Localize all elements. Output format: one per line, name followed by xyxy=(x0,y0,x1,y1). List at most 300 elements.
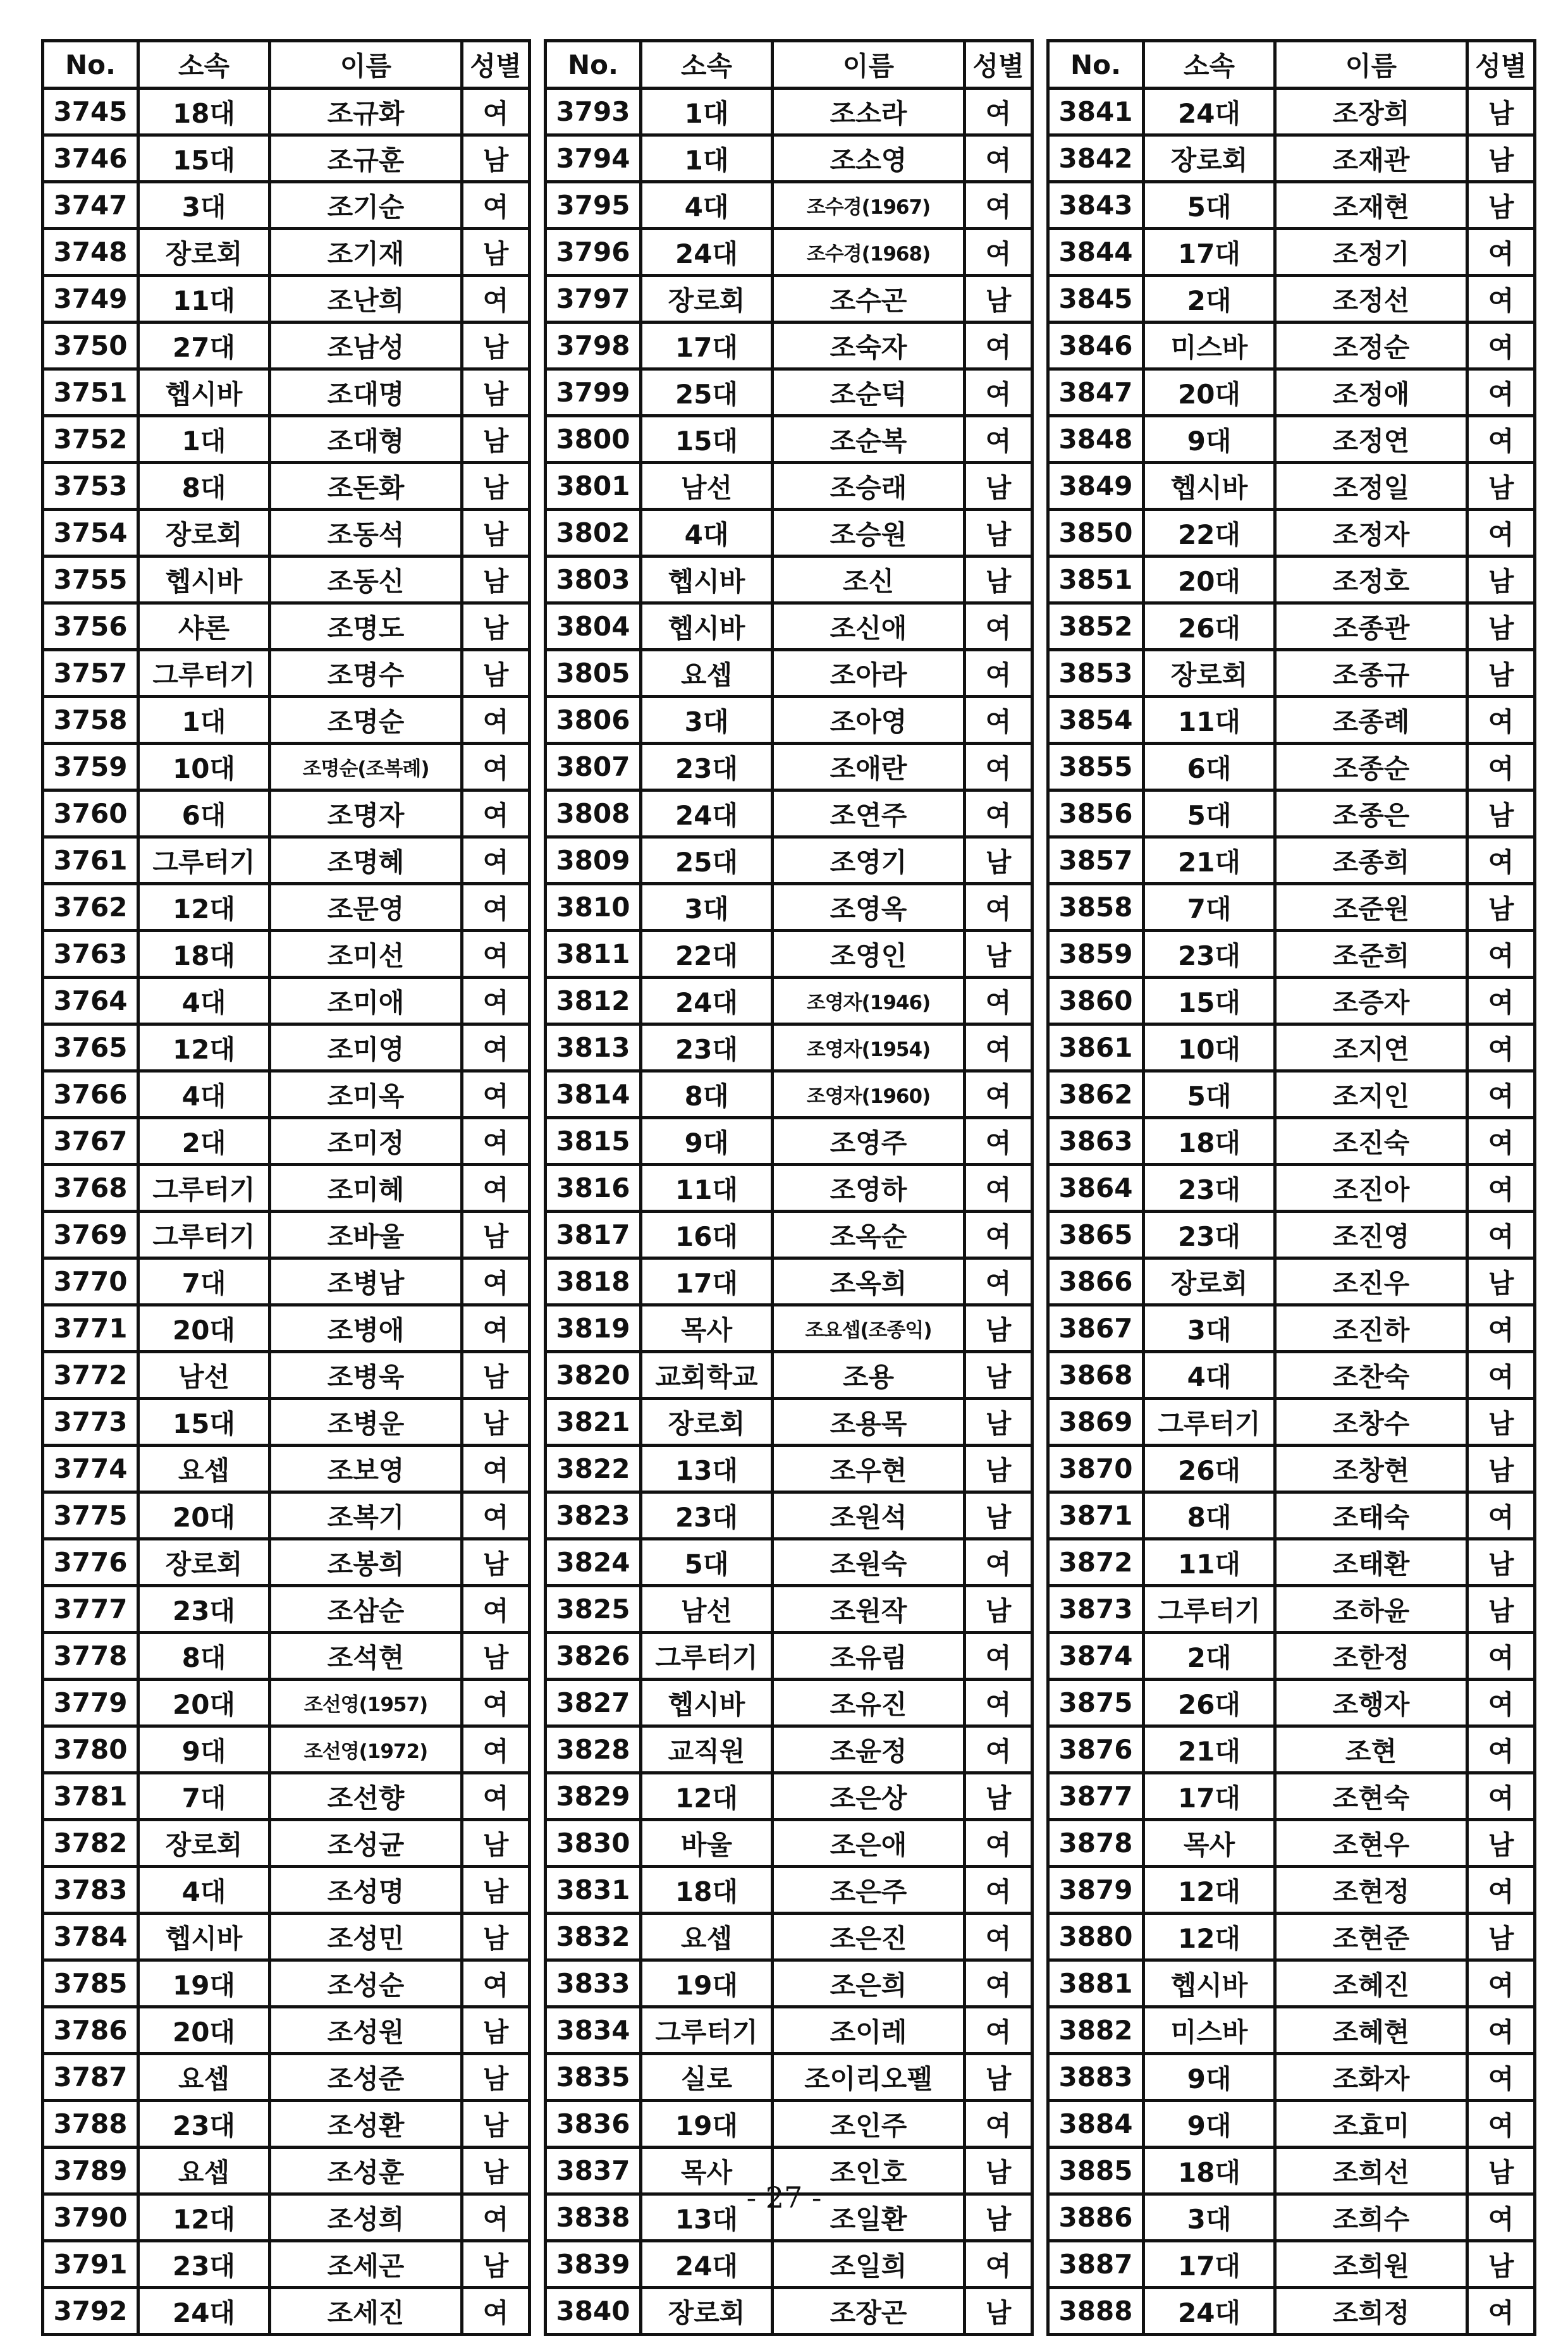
cell-affiliation: 1대 xyxy=(641,135,773,182)
cell-affiliation: 11대 xyxy=(641,1165,773,1212)
header-no: No. xyxy=(1048,41,1144,89)
cell-affiliation: 1대 xyxy=(138,416,270,463)
cell-no: 3805 xyxy=(546,650,641,697)
cell-no: 3882 xyxy=(1048,2007,1144,2054)
cell-name: 조하윤 xyxy=(1275,1586,1467,1633)
table-row xyxy=(546,135,1032,182)
cell-gender: 여 xyxy=(1467,276,1535,323)
cell-gender: 여 xyxy=(462,1773,530,1820)
cell-affiliation: 헵시바 xyxy=(1144,1960,1275,2007)
table-row xyxy=(546,1539,1032,1586)
cell-affiliation: 20대 xyxy=(138,1305,270,1352)
cell-no: 3808 xyxy=(546,790,641,837)
table-row xyxy=(43,697,530,744)
table-row xyxy=(1048,2101,1535,2148)
cell-gender: 남 xyxy=(1467,1446,1535,1492)
cell-gender: 여 xyxy=(1467,229,1535,276)
cell-name: 조효미 xyxy=(1275,2101,1467,2148)
cell-name: 조신애 xyxy=(773,603,965,650)
cell-name: 조종관 xyxy=(1275,603,1467,650)
cell-gender: 남 xyxy=(1467,2241,1535,2288)
cell-name: 조애란 xyxy=(773,744,965,790)
table-row xyxy=(43,650,530,697)
cell-gender: 여 xyxy=(1467,1305,1535,1352)
cell-gender: 남 xyxy=(462,2241,530,2288)
cell-affiliation: 헵시바 xyxy=(138,556,270,603)
table-row xyxy=(1048,463,1535,510)
cell-name: 조대형 xyxy=(270,416,462,463)
cell-gender: 여 xyxy=(1467,1726,1535,1773)
cell-gender: 여 xyxy=(1467,2054,1535,2101)
table-row xyxy=(546,1586,1032,1633)
cell-affiliation: 25대 xyxy=(641,837,773,884)
cell-gender: 남 xyxy=(1467,884,1535,931)
cell-gender: 남 xyxy=(965,1773,1032,1820)
table-row xyxy=(546,837,1032,884)
cell-no: 3767 xyxy=(43,1118,138,1165)
cell-name: 조봉희 xyxy=(270,1539,462,1586)
cell-name: 조혜진 xyxy=(1275,1960,1467,2007)
cell-no: 3839 xyxy=(546,2241,641,2288)
cell-gender: 여 xyxy=(462,1680,530,1726)
cell-no: 3750 xyxy=(43,323,138,369)
cell-affiliation: 24대 xyxy=(641,790,773,837)
table-row xyxy=(546,2101,1032,2148)
cell-name: 조수경(1968) xyxy=(773,229,965,276)
cell-no: 3850 xyxy=(1048,510,1144,556)
cell-gender: 남 xyxy=(462,1539,530,1586)
cell-gender: 남 xyxy=(965,276,1032,323)
cell-gender: 남 xyxy=(965,2148,1032,2194)
cell-name: 조수곤 xyxy=(773,276,965,323)
table-row xyxy=(43,1867,530,1914)
table-row xyxy=(1048,978,1535,1024)
table-row xyxy=(43,276,530,323)
cell-gender: 여 xyxy=(1467,697,1535,744)
cell-affiliation: 5대 xyxy=(1144,1071,1275,1118)
table-row xyxy=(1048,1586,1535,1633)
cell-no: 3760 xyxy=(43,790,138,837)
table-row xyxy=(43,182,530,229)
table-row xyxy=(43,1258,530,1305)
table-row xyxy=(1048,697,1535,744)
cell-gender: 남 xyxy=(965,837,1032,884)
cell-name: 조유진 xyxy=(773,1680,965,1726)
cell-name: 조병애 xyxy=(270,1305,462,1352)
cell-gender: 남 xyxy=(462,1352,530,1399)
cell-name: 조대명 xyxy=(270,369,462,416)
cell-gender: 남 xyxy=(462,1820,530,1867)
cell-gender: 여 xyxy=(1467,1118,1535,1165)
cell-affiliation: 4대 xyxy=(641,182,773,229)
cell-gender: 남 xyxy=(965,2288,1032,2335)
cell-affiliation: 19대 xyxy=(641,2101,773,2148)
table-row xyxy=(546,2288,1032,2335)
cell-name: 조희수 xyxy=(1275,2194,1467,2241)
table-row xyxy=(1048,931,1535,978)
table-row xyxy=(43,1960,530,2007)
cell-no: 3875 xyxy=(1048,1680,1144,1726)
cell-affiliation: 23대 xyxy=(641,1492,773,1539)
cell-affiliation: 16대 xyxy=(641,1212,773,1258)
cell-no: 3800 xyxy=(546,416,641,463)
cell-gender: 여 xyxy=(462,1258,530,1305)
cell-affiliation: 23대 xyxy=(641,744,773,790)
cell-no: 3810 xyxy=(546,884,641,931)
cell-affiliation: 12대 xyxy=(1144,1867,1275,1914)
table-row xyxy=(43,603,530,650)
cell-gender: 남 xyxy=(965,2194,1032,2241)
cell-no: 3765 xyxy=(43,1024,138,1071)
table-row xyxy=(1048,1680,1535,1726)
cell-gender: 여 xyxy=(965,1258,1032,1305)
cell-gender: 여 xyxy=(1467,2007,1535,2054)
cell-affiliation: 그루터기 xyxy=(641,1633,773,1680)
table-row xyxy=(43,1399,530,1446)
cell-affiliation: 20대 xyxy=(138,1492,270,1539)
cell-name: 조영자(1954) xyxy=(773,1024,965,1071)
table-row xyxy=(1048,1305,1535,1352)
cell-affiliation: 6대 xyxy=(1144,744,1275,790)
cell-name: 조현 xyxy=(1275,1726,1467,1773)
cell-no: 3865 xyxy=(1048,1212,1144,1258)
cell-name: 조원작 xyxy=(773,1586,965,1633)
cell-no: 3812 xyxy=(546,978,641,1024)
cell-gender: 여 xyxy=(1467,1071,1535,1118)
cell-gender: 여 xyxy=(1467,1960,1535,2007)
cell-gender: 여 xyxy=(965,2101,1032,2148)
table-row xyxy=(43,1726,530,1773)
cell-no: 3887 xyxy=(1048,2241,1144,2288)
cell-name: 조연주 xyxy=(773,790,965,837)
cell-gender: 여 xyxy=(965,1165,1032,1212)
cell-no: 3888 xyxy=(1048,2288,1144,2335)
cell-no: 3773 xyxy=(43,1399,138,1446)
table-row xyxy=(1048,2007,1535,2054)
cell-gender: 여 xyxy=(1467,369,1535,416)
cell-no: 3771 xyxy=(43,1305,138,1352)
cell-no: 3746 xyxy=(43,135,138,182)
cell-no: 3757 xyxy=(43,650,138,697)
cell-no: 3758 xyxy=(43,697,138,744)
cell-affiliation: 목사 xyxy=(641,2148,773,2194)
cell-affiliation: 그루터기 xyxy=(1144,1399,1275,1446)
table-row xyxy=(546,1446,1032,1492)
cell-affiliation: 22대 xyxy=(641,931,773,978)
cell-name: 조정연 xyxy=(1275,416,1467,463)
table-row xyxy=(546,1492,1032,1539)
cell-gender: 여 xyxy=(1467,1165,1535,1212)
table-row xyxy=(43,89,530,135)
table-row xyxy=(43,1446,530,1492)
cell-name: 조명순 xyxy=(270,697,462,744)
cell-gender: 여 xyxy=(462,1492,530,1539)
cell-no: 3776 xyxy=(43,1539,138,1586)
cell-gender: 여 xyxy=(1467,744,1535,790)
cell-affiliation: 13대 xyxy=(641,1446,773,1492)
cell-gender: 여 xyxy=(965,650,1032,697)
cell-affiliation: 23대 xyxy=(138,2101,270,2148)
cell-name: 조행자 xyxy=(1275,1680,1467,1726)
cell-gender: 남 xyxy=(1467,463,1535,510)
table-row xyxy=(546,1914,1032,1960)
cell-name: 조종규 xyxy=(1275,650,1467,697)
cell-name: 조규화 xyxy=(270,89,462,135)
table-row xyxy=(546,603,1032,650)
cell-gender: 남 xyxy=(1467,1258,1535,1305)
cell-gender: 여 xyxy=(965,1820,1032,1867)
cell-gender: 여 xyxy=(965,1212,1032,1258)
cell-no: 3847 xyxy=(1048,369,1144,416)
cell-name: 조영주 xyxy=(773,1118,965,1165)
table-row xyxy=(546,1960,1032,2007)
cell-gender: 여 xyxy=(1467,2288,1535,2335)
cell-no: 3825 xyxy=(546,1586,641,1633)
cell-name: 조옥순 xyxy=(773,1212,965,1258)
cell-name: 조명혜 xyxy=(270,837,462,884)
cell-name: 조준희 xyxy=(1275,931,1467,978)
member-tables xyxy=(41,39,1536,2336)
cell-affiliation: 장로회 xyxy=(138,510,270,556)
cell-name: 조명자 xyxy=(270,790,462,837)
table-row xyxy=(1048,837,1535,884)
cell-name: 조성균 xyxy=(270,1820,462,1867)
cell-no: 3823 xyxy=(546,1492,641,1539)
cell-affiliation: 23대 xyxy=(1144,931,1275,978)
table-row xyxy=(43,1165,530,1212)
cell-affiliation: 그루터기 xyxy=(138,1212,270,1258)
cell-no: 3843 xyxy=(1048,182,1144,229)
cell-name: 조성희 xyxy=(270,2194,462,2241)
cell-no: 3854 xyxy=(1048,697,1144,744)
cell-no: 3806 xyxy=(546,697,641,744)
table-row xyxy=(43,978,530,1024)
cell-no: 3788 xyxy=(43,2101,138,2148)
cell-gender: 남 xyxy=(462,323,530,369)
table-row xyxy=(43,1024,530,1071)
cell-gender: 남 xyxy=(965,1446,1032,1492)
cell-name: 조동신 xyxy=(270,556,462,603)
cell-gender: 남 xyxy=(965,1305,1032,1352)
table-row xyxy=(43,790,530,837)
cell-affiliation: 장로회 xyxy=(1144,135,1275,182)
cell-gender: 여 xyxy=(965,323,1032,369)
cell-affiliation: 3대 xyxy=(1144,1305,1275,1352)
cell-name: 조은상 xyxy=(773,1773,965,1820)
cell-gender: 남 xyxy=(965,2054,1032,2101)
table-row xyxy=(1048,182,1535,229)
cell-gender: 여 xyxy=(1467,1352,1535,1399)
cell-no: 3829 xyxy=(546,1773,641,1820)
cell-affiliation: 12대 xyxy=(1144,1914,1275,1960)
cell-name: 조병남 xyxy=(270,1258,462,1305)
cell-name: 조현우 xyxy=(1275,1820,1467,1867)
cell-name: 조성훈 xyxy=(270,2148,462,2194)
cell-gender: 남 xyxy=(965,1399,1032,1446)
table-row xyxy=(546,1726,1032,1773)
table-row xyxy=(546,1071,1032,1118)
table-row xyxy=(546,416,1032,463)
cell-affiliation: 26대 xyxy=(1144,603,1275,650)
cell-gender: 여 xyxy=(462,1165,530,1212)
table-row xyxy=(546,1680,1032,1726)
cell-no: 3856 xyxy=(1048,790,1144,837)
cell-no: 3867 xyxy=(1048,1305,1144,1352)
cell-gender: 여 xyxy=(1467,1633,1535,1680)
cell-affiliation: 헵시바 xyxy=(641,1680,773,1726)
cell-no: 3797 xyxy=(546,276,641,323)
cell-gender: 남 xyxy=(462,229,530,276)
cell-gender: 여 xyxy=(462,2288,530,2335)
cell-no: 3768 xyxy=(43,1165,138,1212)
cell-affiliation: 8대 xyxy=(138,1633,270,1680)
cell-no: 3873 xyxy=(1048,1586,1144,1633)
cell-no: 3816 xyxy=(546,1165,641,1212)
cell-name: 조태숙 xyxy=(1275,1492,1467,1539)
cell-affiliation: 요셉 xyxy=(138,1446,270,1492)
table-row xyxy=(1048,416,1535,463)
table-row xyxy=(1048,1118,1535,1165)
table-row xyxy=(43,1212,530,1258)
cell-affiliation: 24대 xyxy=(1144,2288,1275,2335)
cell-no: 3834 xyxy=(546,2007,641,2054)
cell-name: 조성환 xyxy=(270,2101,462,2148)
cell-gender: 여 xyxy=(965,884,1032,931)
cell-no: 3799 xyxy=(546,369,641,416)
cell-affiliation: 장로회 xyxy=(1144,650,1275,697)
cell-affiliation: 23대 xyxy=(641,1024,773,1071)
cell-gender: 여 xyxy=(965,1024,1032,1071)
cell-affiliation: 교직원 xyxy=(641,1726,773,1773)
cell-no: 3881 xyxy=(1048,1960,1144,2007)
cell-name: 조이레 xyxy=(773,2007,965,2054)
cell-no: 3849 xyxy=(1048,463,1144,510)
cell-affiliation: 19대 xyxy=(138,1960,270,2007)
cell-affiliation: 5대 xyxy=(1144,790,1275,837)
cell-gender: 여 xyxy=(462,1960,530,2007)
cell-gender: 남 xyxy=(462,416,530,463)
table-row xyxy=(546,510,1032,556)
cell-gender: 남 xyxy=(462,2054,530,2101)
cell-gender: 여 xyxy=(1467,323,1535,369)
table-row xyxy=(1048,650,1535,697)
table-row xyxy=(43,931,530,978)
cell-gender: 남 xyxy=(462,556,530,603)
table-row xyxy=(1048,556,1535,603)
cell-name: 조증자 xyxy=(1275,978,1467,1024)
table-row xyxy=(1048,1633,1535,1680)
cell-gender: 남 xyxy=(462,463,530,510)
cell-affiliation: 22대 xyxy=(1144,510,1275,556)
cell-name: 조성준 xyxy=(270,2054,462,2101)
cell-affiliation: 4대 xyxy=(138,1867,270,1914)
table-row xyxy=(43,229,530,276)
cell-affiliation: 11대 xyxy=(1144,1539,1275,1586)
cell-gender: 여 xyxy=(462,697,530,744)
table-row xyxy=(546,1165,1032,1212)
cell-name: 조진아 xyxy=(1275,1165,1467,1212)
table-row xyxy=(546,369,1032,416)
cell-affiliation: 요셉 xyxy=(138,2148,270,2194)
cell-no: 3851 xyxy=(1048,556,1144,603)
cell-no: 3778 xyxy=(43,1633,138,1680)
header-affiliation: 소속 xyxy=(1144,41,1275,89)
cell-name: 조진숙 xyxy=(1275,1118,1467,1165)
cell-name: 조삼순 xyxy=(270,1586,462,1633)
cell-no: 3853 xyxy=(1048,650,1144,697)
cell-affiliation: 헵시바 xyxy=(1144,463,1275,510)
cell-gender: 남 xyxy=(462,2101,530,2148)
cell-name: 조진영 xyxy=(1275,1212,1467,1258)
table-row xyxy=(43,1539,530,1586)
cell-affiliation: 헵시바 xyxy=(138,369,270,416)
header-row xyxy=(546,41,1032,89)
cell-no: 3815 xyxy=(546,1118,641,1165)
cell-affiliation: 15대 xyxy=(138,1399,270,1446)
cell-affiliation: 7대 xyxy=(138,1773,270,1820)
table-row xyxy=(43,1914,530,1960)
cell-name: 조일희 xyxy=(773,2241,965,2288)
table-row xyxy=(1048,1071,1535,1118)
cell-name: 조정애 xyxy=(1275,369,1467,416)
cell-gender: 여 xyxy=(965,2241,1032,2288)
cell-name: 조기순 xyxy=(270,182,462,229)
cell-no: 3745 xyxy=(43,89,138,135)
cell-gender: 남 xyxy=(462,369,530,416)
cell-affiliation: 그루터기 xyxy=(138,650,270,697)
cell-name: 조희정 xyxy=(1275,2288,1467,2335)
cell-gender: 여 xyxy=(965,182,1032,229)
cell-name: 조옥희 xyxy=(773,1258,965,1305)
table-row xyxy=(1048,2288,1535,2335)
cell-gender: 남 xyxy=(965,556,1032,603)
cell-gender: 남 xyxy=(1467,1586,1535,1633)
cell-no: 3846 xyxy=(1048,323,1144,369)
cell-name: 조선영(1972) xyxy=(270,1726,462,1773)
cell-gender: 남 xyxy=(1467,1399,1535,1446)
cell-gender: 여 xyxy=(462,1024,530,1071)
cell-affiliation: 그루터기 xyxy=(1144,1586,1275,1633)
member-table-2 xyxy=(544,39,1034,2336)
cell-no: 3831 xyxy=(546,1867,641,1914)
table-row xyxy=(546,1352,1032,1399)
cell-gender: 여 xyxy=(1467,416,1535,463)
cell-name: 조순복 xyxy=(773,416,965,463)
cell-affiliation: 7대 xyxy=(1144,884,1275,931)
cell-name: 조석현 xyxy=(270,1633,462,1680)
cell-affiliation: 17대 xyxy=(641,1258,773,1305)
table-row xyxy=(546,1212,1032,1258)
cell-no: 3852 xyxy=(1048,603,1144,650)
table-row xyxy=(43,510,530,556)
cell-affiliation: 바울 xyxy=(641,1820,773,1867)
cell-gender: 여 xyxy=(965,744,1032,790)
cell-no: 3863 xyxy=(1048,1118,1144,1165)
cell-gender: 남 xyxy=(462,1399,530,1446)
page-number: - 27 - xyxy=(746,2180,822,2215)
table-row xyxy=(1048,1960,1535,2007)
cell-affiliation: 그루터기 xyxy=(641,2007,773,2054)
cell-gender: 남 xyxy=(1467,1914,1535,1960)
cell-no: 3879 xyxy=(1048,1867,1144,1914)
cell-name: 조성원 xyxy=(270,2007,462,2054)
table-row xyxy=(546,182,1032,229)
header-name: 이름 xyxy=(773,41,965,89)
table-row xyxy=(546,463,1032,510)
cell-affiliation: 9대 xyxy=(1144,2054,1275,2101)
cell-no: 3858 xyxy=(1048,884,1144,931)
table-row xyxy=(546,931,1032,978)
